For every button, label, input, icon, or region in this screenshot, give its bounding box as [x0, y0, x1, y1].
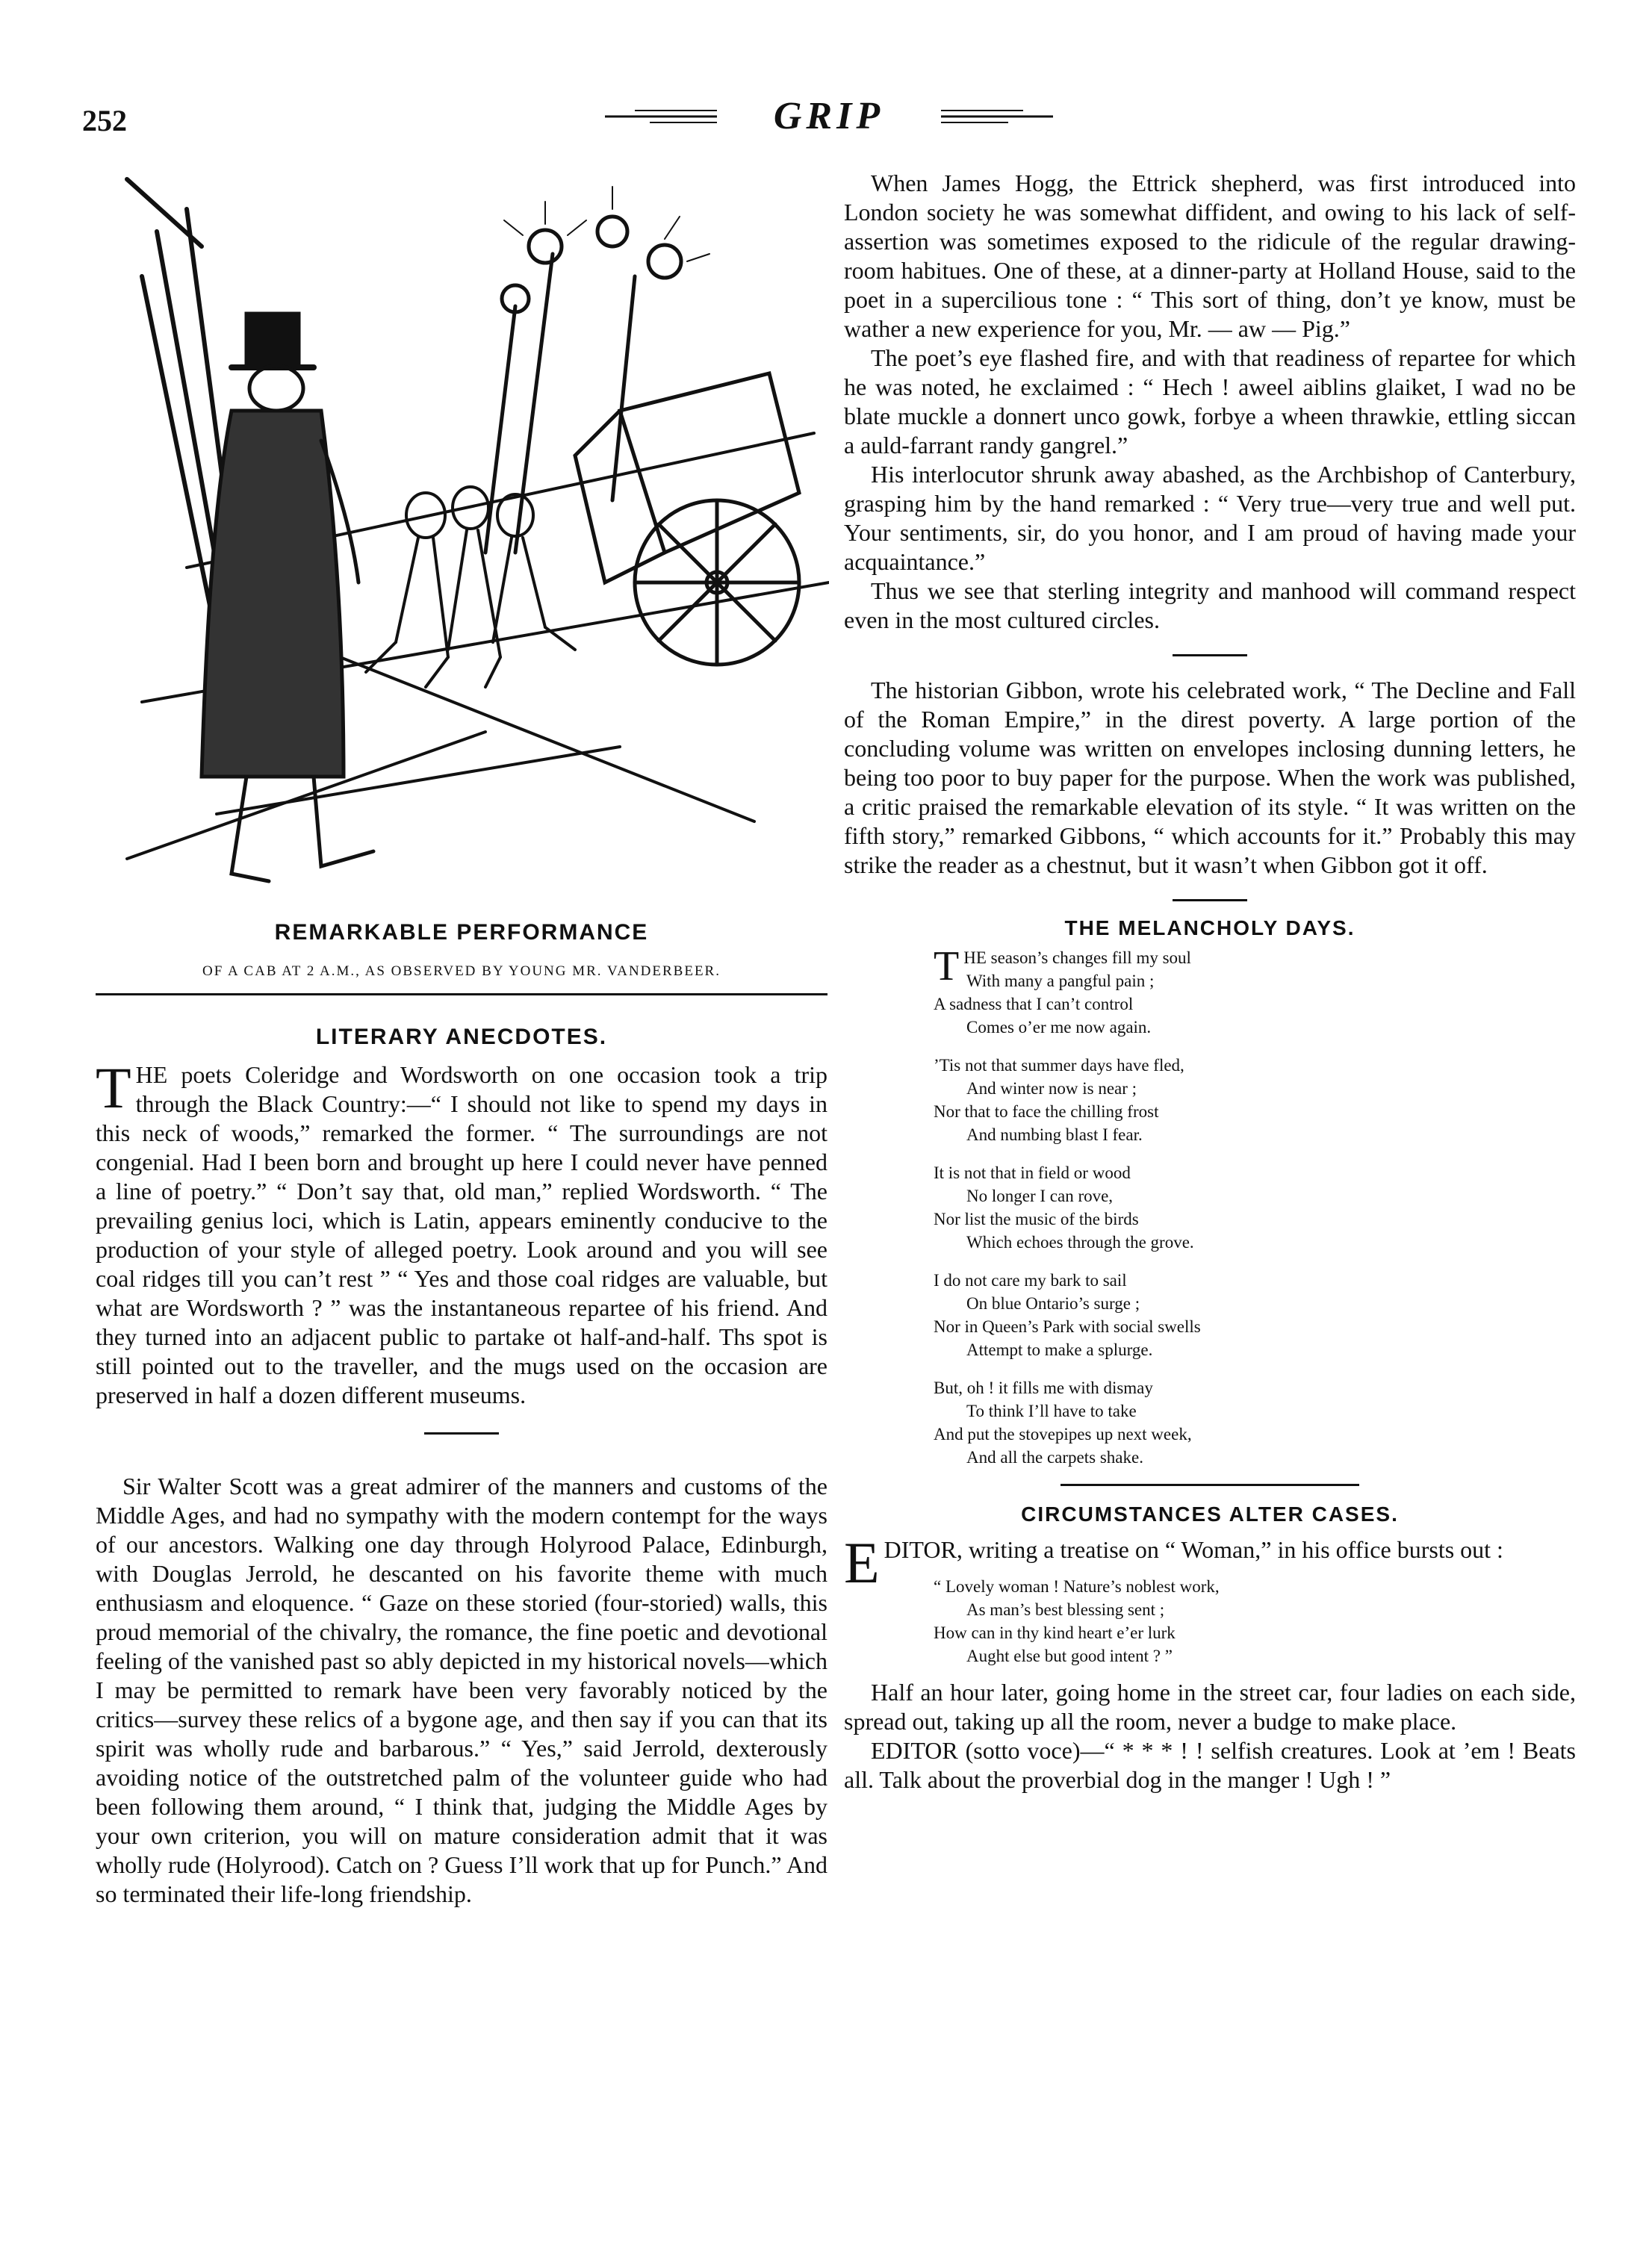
circumstances-editor-aside: EDITOR (sotto voce)—“ * * * ! ! selfish creatures. Look at ’em ! Beats all. Talk about the proverbial dog in the manger ! Ugh ! ” [844, 1737, 1576, 1793]
masthead-title: GRIP [773, 95, 885, 137]
poem-line: To think I’ll have to take [966, 1402, 1137, 1420]
poem-line: And numbing blast I fear. [966, 1125, 1143, 1144]
poem-melancholy-days [934, 943, 1501, 1469]
masthead [590, 88, 1068, 140]
dropcap: E [844, 1530, 880, 1595]
short-divider [1173, 899, 1247, 901]
poem-line: Comes o’er me now again. [966, 1018, 1152, 1037]
poem-line: And all the carpets shake. [966, 1448, 1143, 1467]
poem-line: And put the stovepipes up next week, [934, 1425, 1192, 1443]
poem-line: Which echoes through the grove. [966, 1233, 1194, 1252]
poem-line: On blue Ontario’s surge ; [966, 1294, 1140, 1313]
verse-line: As man’s best blessing sent ; [966, 1600, 1165, 1619]
short-divider [1061, 1484, 1359, 1486]
cab-and-man-illustration [97, 164, 829, 904]
verse-line: How can in thy kind heart e’er lurk [934, 1623, 1176, 1642]
poem-line: Attempt to make a splurge. [966, 1340, 1153, 1359]
anecdote-hogg: When James Hogg, the Ettrick shepherd, was first introduced into London society he was somewhat diffident, and owing to his lack of self-assertion was sometimes exposed to the ridicule of the regular drawing-room habitues. One of these, at a dinner-party at Holland House, said to the poet in a supercilious tone : “ This sort of thing, don’t ye know, must be wather a new experience for you, Mr. — aw — Pig.” [844, 170, 1576, 342]
poem-line: With many a pangful pain ; [966, 972, 1155, 990]
circumstances-intro-text: DITOR, writing a treatise on “ Woman,” in his office bursts out : [884, 1536, 1503, 1563]
poem-line: I do not care my bark to sail [934, 1271, 1127, 1290]
anecdote-hogg-reply: The poet’s eye flashed fire, and with that readiness of repartee for which he was noted, he exclaimed : “ Hech ! aweel aiblins glaiket, I wad no be blate muckle a donnert unco gowk, forbye a wheen thrawkie, ettling siccan a auld-farrant randy gangrel.” [844, 344, 1576, 459]
anecdote-hogg-archbishop: His interlocutor shrunk away abashed, as the Archbishop of Canterbury, grasping him by the hand remarked : “ Very true—very true and well put. Your sentiments, sir, do you honor, and I am proud of having made your acquaintance.” [844, 461, 1576, 575]
poem-stanza [934, 1269, 1501, 1361]
literary-anecdotes-body [96, 1055, 827, 1909]
literary-anecdotes-heading: LITERARY ANECDOTES. [315, 1025, 608, 1049]
verse-line: “ Lovely woman ! Nature’s noblest work, [934, 1577, 1220, 1596]
anecdote-gibbon: The historian Gibbon, wrote his celebrated work, “ The Decline and Fall of the Roman Empire,” in the direst poverty. A large portion of the concluding volume was written on envelopes inclosing dunning letters, he being too poor to buy paper for the purpose. When the work was published, a critic praised the remarkable elevation of its style. “ It was written on the fifth story,” remarked Gibbons, “ which accounts for it.” Probably this may strike the reader as a chestnut, but it wasn’t when Gibbon got it off. [844, 677, 1576, 878]
dropcap: T [934, 943, 960, 989]
poem-line: Nor in Queen’s Park with social swells [934, 1317, 1201, 1336]
poem-title: THE MELANCHOLY DAYS. [1064, 916, 1356, 939]
poem-stanza [934, 1054, 1501, 1146]
circumstances-street-car: Half an hour later, going home in the street car, four ladies on each side, spread out, taking up all the room, never a budge to make place. [844, 1679, 1576, 1735]
poem-line: It is not that in field or wood [934, 1163, 1131, 1182]
dropcap: T [96, 1055, 131, 1120]
left-column [96, 1025, 827, 1909]
circumstances-verse [934, 1575, 1501, 1668]
verse-line: Aught else but good intent ? ” [966, 1647, 1173, 1665]
illustration-caption-title: REMARKABLE PERFORMANCE [274, 920, 649, 945]
poem-line: But, oh ! it fills me with dismay [934, 1379, 1153, 1397]
circumstances-heading: CIRCUMSTANCES ALTER CASES. [1021, 1502, 1399, 1526]
poem-line: ’Tis not that summer days have fled, [934, 1056, 1184, 1075]
anecdote-coleridge-text: HE poets Coleridge and Wordsworth on one occasion took a trip through the Black Country:—“ I should not like to spend my days in this neck of woods,” remarked the former. “ The surroundings are not congenial. Had I been born and brought up here I could never have penned a line of poetry.” “ Don’t say that, old man,” replied Wordsworth. “ The prevailing genius loci, which is Latin, appears eminently conducive to the production of your style of alleged poetry. Look around and you will see coal ridges till you can’t rest ” “ Yes and those coal ridges are valuable, but what are Wordsworth ? ” was the instantaneous repartee of his friend. And they turned into an adjacent public to partake ot half-and-half. Ths spot is still pointed out to the traveller, and the mugs used on the occasion are preserved in half a dozen different museums. [96, 1061, 827, 1408]
anecdote-hogg-moral: Thus we see that sterling integrity and manhood will command respect even in the most cultured circles. [844, 577, 1576, 633]
poem-line: And winter now is near ; [966, 1079, 1137, 1098]
poem-stanza [934, 943, 1501, 1039]
poem-stanza [934, 1161, 1501, 1254]
poem-line: No longer I can rove, [966, 1187, 1114, 1205]
short-divider [424, 1432, 499, 1435]
circumstances-body-rest [844, 1678, 1576, 1794]
poem-line: Nor list the music of the birds [934, 1210, 1139, 1228]
poem-line: Nor that to face the chilling frost [934, 1102, 1159, 1121]
divider-rule [96, 993, 827, 995]
poem-line: A sadness that I can’t control [934, 995, 1134, 1013]
anecdote-scott: Sir Walter Scott was a great admirer of the manners and customs of the Middle Ages, and had no sympathy with the modern contempt for the ways of our ancestors. Walking one day through Holyrood Palace, Edinburgh, with Douglas Jerrold, he descanted on his favorite theme with much enthusiasm and eloquence. “ Gaze on these storied (four-storied) walls, this proud memorial of the chivalry, the romance, the fine poetic and devotional feeling of the vanished past so ably depicted in my historical novels—which I may be permitted to remark have been very favorably noticed by the critics—survey these relics of a bygone age, and then say if you can that its spirit was wholly rude and barbarous.” “ Yes,” said Jerrold, dexterously avoiding notice of the outstretched palm of the volunteer guide who had been following them around, “ I think that, judging the Middle Ages by your own criterion, you will on mature consideration admit that it was wholly rude (Holyrood). Catch on ? Guess I’ll work that up for Punch.” And so terminated their life-long friendship. [96, 1473, 827, 1907]
poem-line: HE season’s changes fill my soul [963, 948, 1191, 967]
illustration-caption-subtitle: OF A CAB AT 2 A.M., AS OBSERVED BY YOUNG MR. VANDERBEER. [202, 963, 721, 979]
right-column [844, 169, 1576, 1794]
right-column-body [844, 169, 1576, 901]
short-divider [1173, 654, 1247, 656]
poem-stanza [934, 1376, 1501, 1469]
page-number: 252 [82, 104, 127, 137]
anecdote-coleridge [96, 1055, 827, 1410]
